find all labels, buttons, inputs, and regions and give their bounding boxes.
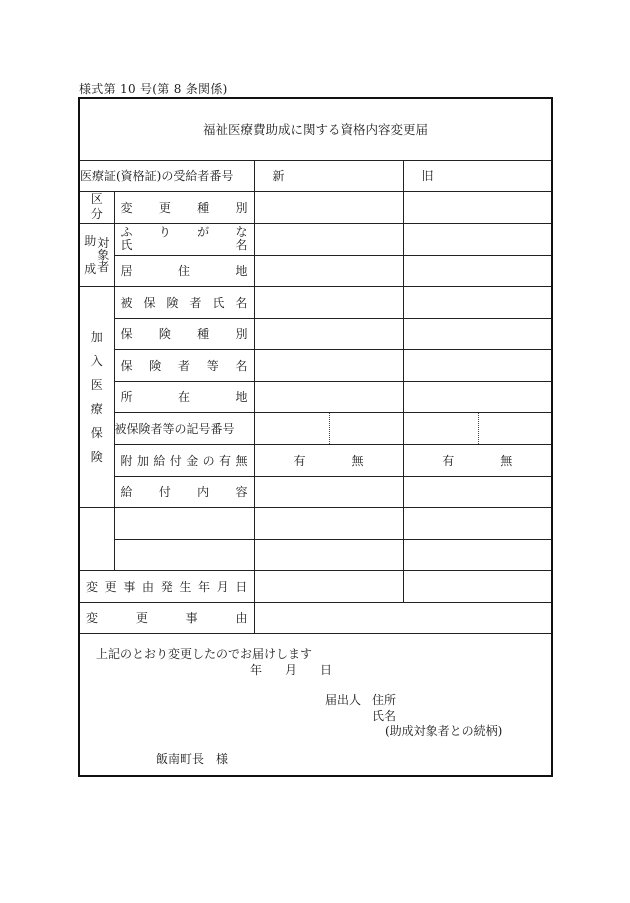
name-label: 氏名 bbox=[372, 709, 397, 723]
benefit-content-label: 給 付 内 容 bbox=[114, 476, 254, 508]
applicant-label: 届出人 bbox=[325, 693, 362, 707]
benefit-content-old[interactable] bbox=[403, 476, 552, 508]
insurance-type-new[interactable] bbox=[254, 318, 403, 350]
subject-label: 助 成 対 象 者 bbox=[79, 223, 114, 287]
subject-name-new[interactable] bbox=[254, 223, 403, 255]
no-option-new[interactable]: 無 bbox=[351, 453, 364, 468]
form-number: 様式第 10 号(第 8 条関係) bbox=[79, 82, 228, 96]
address-new[interactable] bbox=[254, 255, 403, 287]
blank-new-2[interactable] bbox=[254, 539, 403, 571]
insurance-label: 加 入 医 療 保 険 bbox=[79, 287, 114, 508]
blank-label-2[interactable] bbox=[114, 539, 254, 571]
blank-category bbox=[79, 508, 114, 571]
insurer-name-label: 保 険 者 等 名 bbox=[114, 350, 254, 382]
change-type-label: 変 更 種 別 bbox=[114, 192, 254, 224]
recipient-number-old[interactable] bbox=[403, 160, 552, 192]
date-month: 月 bbox=[285, 663, 298, 677]
date-year: 年 bbox=[250, 663, 263, 677]
insurance-type-old[interactable] bbox=[403, 318, 552, 350]
yes-option-old[interactable]: 有 bbox=[442, 453, 455, 468]
notice-statement: 上記のとおり変更したのでお届けします bbox=[96, 647, 313, 661]
change-type-new[interactable] bbox=[254, 192, 403, 224]
address-old[interactable] bbox=[403, 255, 552, 287]
symbol-number-old[interactable] bbox=[403, 413, 552, 445]
subject-name-old[interactable] bbox=[403, 223, 552, 255]
insurer-name-old[interactable] bbox=[403, 350, 552, 382]
relationship-label: (助成対象者との続柄) bbox=[385, 724, 503, 738]
extra-benefit-old[interactable] bbox=[403, 445, 552, 477]
blank-new-1[interactable] bbox=[254, 508, 403, 540]
furigana-name-label: ふ り が な 氏 名 bbox=[114, 223, 254, 255]
form-title: 福祉医療費助成に関する資格内容変更届 bbox=[79, 98, 552, 160]
change-type-old[interactable] bbox=[403, 192, 552, 224]
blank-old-2[interactable] bbox=[403, 539, 552, 571]
category-label: 区 分 bbox=[79, 192, 114, 224]
no-option-old[interactable]: 無 bbox=[500, 453, 513, 468]
benefit-content-new[interactable] bbox=[254, 476, 403, 508]
address-label: 居 住 地 bbox=[114, 255, 254, 287]
notice-section bbox=[79, 634, 552, 776]
form-table bbox=[78, 97, 553, 777]
blank-label-1[interactable] bbox=[114, 508, 254, 540]
addressee: 飯南町長 様 bbox=[156, 752, 229, 766]
change-notification-form bbox=[78, 97, 551, 794]
recipient-number-new[interactable] bbox=[254, 160, 403, 192]
insured-name-label: 被 保 険 者 氏 名 bbox=[114, 287, 254, 319]
date-day: 日 bbox=[320, 663, 333, 677]
change-reason-value[interactable] bbox=[254, 602, 552, 634]
old-label: 旧 bbox=[421, 169, 434, 184]
location-label: 所 在 地 bbox=[114, 381, 254, 413]
extra-benefit-label: 附 加 給 付 金 の 有 無 bbox=[114, 445, 254, 477]
recipient-number-label: 医療証(資格証)の受給者番号 bbox=[79, 160, 254, 192]
location-new[interactable] bbox=[254, 381, 403, 413]
change-date-label: 変 更 事 由 発 生 年 月 日 bbox=[79, 571, 254, 603]
address-label: 住所 bbox=[372, 693, 397, 707]
blank-old-1[interactable] bbox=[403, 508, 552, 540]
extra-benefit-new[interactable] bbox=[254, 445, 403, 477]
symbol-number-new[interactable] bbox=[254, 413, 403, 445]
yes-option-new[interactable]: 有 bbox=[293, 453, 306, 468]
insured-name-old[interactable] bbox=[403, 287, 552, 319]
insurer-name-new[interactable] bbox=[254, 350, 403, 382]
change-date-old[interactable] bbox=[403, 571, 552, 603]
insurance-type-label: 保 険 種 別 bbox=[114, 318, 254, 350]
change-date-new[interactable] bbox=[254, 571, 403, 603]
change-reason-label: 変 更 事 由 bbox=[79, 602, 254, 634]
new-label: 新 bbox=[272, 169, 285, 184]
location-old[interactable] bbox=[403, 381, 552, 413]
insured-name-new[interactable] bbox=[254, 287, 403, 319]
symbol-number-label: 被保険者等の記号番号 bbox=[114, 413, 254, 445]
